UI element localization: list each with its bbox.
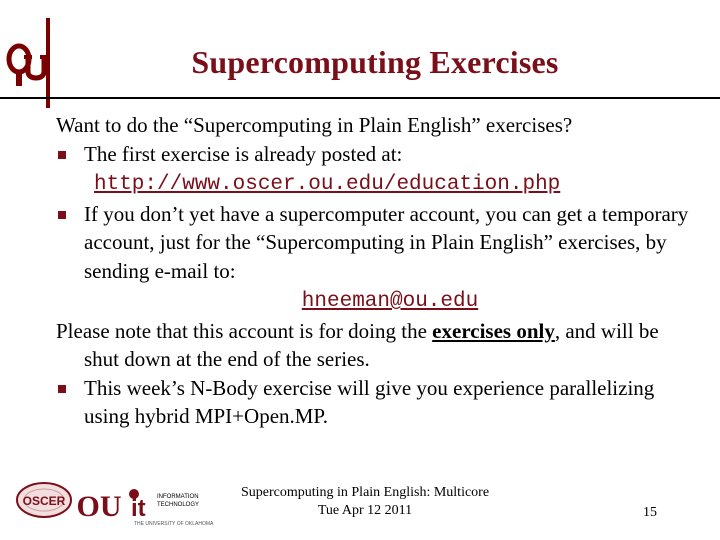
- bullet-square-icon: [58, 211, 66, 219]
- svg-text:OSCER: OSCER: [22, 494, 66, 508]
- svg-text:THE UNIVERSITY OF OKLAHOMA: THE UNIVERSITY OF OKLAHOMA: [134, 521, 214, 527]
- note-text: [56, 317, 696, 374]
- slide-body: [56, 111, 696, 431]
- bullet-square-icon: [58, 385, 66, 393]
- bullet-item: [56, 140, 696, 200]
- bullet-text: This week’s N-Body exercise will give you experience parallelizing using hybrid MPI+Open.MP.: [84, 375, 655, 428]
- bullet-square-icon: [58, 151, 66, 159]
- email-line: [56, 285, 696, 317]
- ou-logo-small-icon: [77, 490, 122, 523]
- svg-text:TECHNOLOGY: TECHNOLOGY: [157, 502, 200, 508]
- note-pre-text: Please note that this account is for doing the: [56, 318, 433, 343]
- page-number: 15: [643, 505, 657, 520]
- intro-text: Want to do the “Supercomputing in Plain English” exercises?: [56, 113, 573, 137]
- footer-date: Tue Apr 12 2011: [317, 503, 413, 518]
- bullet-text: If you don’t yet have a supercomputer account, you can get a temporary account, just for the “Supercomputing in Plain English” exercises, by sending e-mail to:: [84, 201, 689, 283]
- note-post-text: , and will be shut down at the end of the series.: [84, 318, 659, 371]
- svg-text:OU: OU: [76, 490, 122, 523]
- svg-text:it: it: [131, 495, 146, 522]
- bullet-item: [56, 374, 696, 431]
- bullet-item: [56, 200, 696, 286]
- note-emphasis: exercises only: [432, 318, 555, 343]
- email-link[interactable]: hneeman@ou.edu: [301, 290, 479, 313]
- slide-title: Supercomputing Exercises: [191, 44, 559, 80]
- bullet-text: The first exercise is already posted at:: [84, 141, 403, 166]
- title-horizontal-rule: [0, 97, 720, 99]
- footer-course-title: Supercomputing in Plain English: Multicore: [240, 485, 490, 500]
- ou-logo-icon: [6, 36, 50, 96]
- oscer-logo-icon: [17, 483, 71, 517]
- footer-logos: [14, 478, 214, 528]
- svg-text:INFORMATION: INFORMATION: [157, 494, 199, 500]
- footer-caption: [200, 484, 530, 520]
- education-url-link[interactable]: http://www.oscer.ou.edu/education.php: [94, 173, 561, 196]
